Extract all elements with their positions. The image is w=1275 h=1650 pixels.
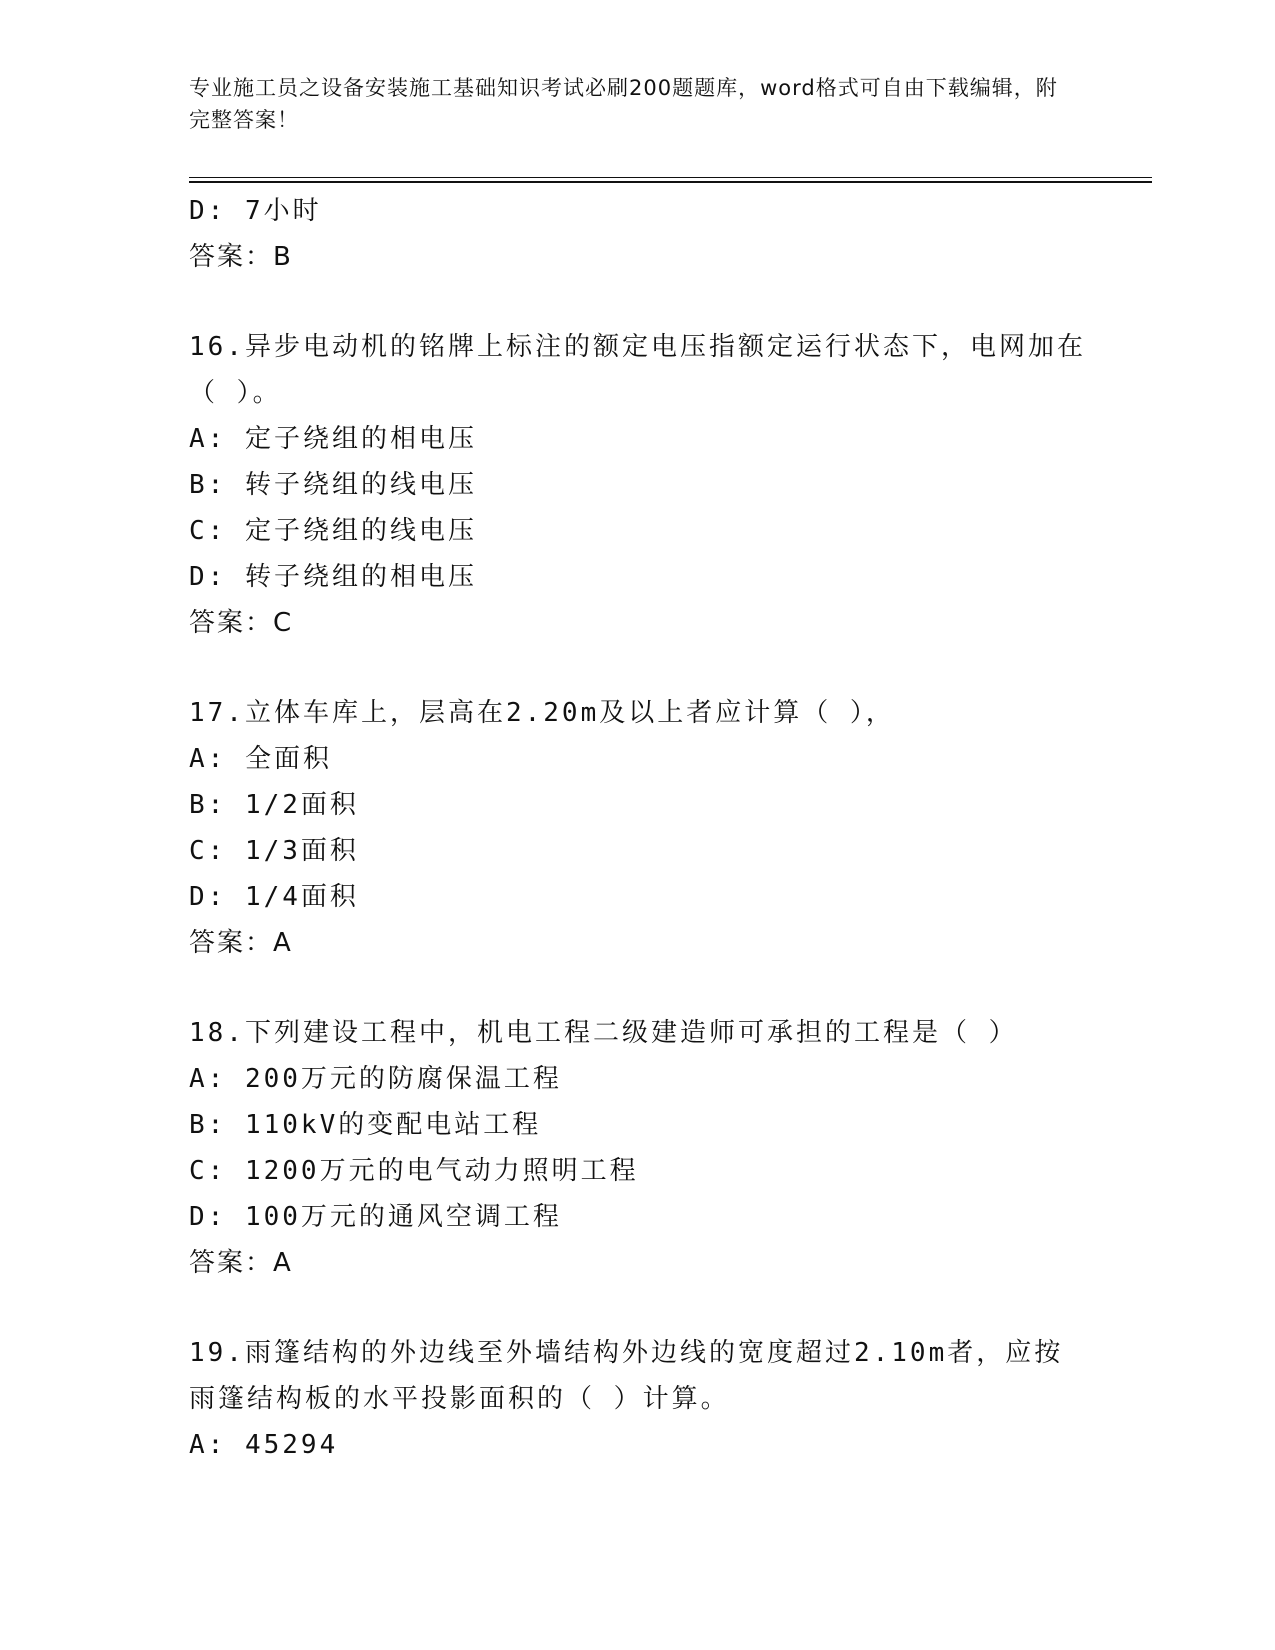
question-text: 19.雨篷结构的外边线至外墙结构外边线的宽度超过2.10m者，应按雨篷结构板的水平投影面积的（ ）计算。 <box>189 1338 1064 1414</box>
question-16 <box>189 324 1089 646</box>
option-d: D: 100万元的通风空调工程 <box>189 1202 562 1232</box>
answer-line: 答案：A <box>189 928 293 958</box>
option-c: C: 1/3面积 <box>189 836 359 866</box>
answer-line: 答案：C <box>189 608 294 638</box>
option-d: D: 1/4面积 <box>189 882 359 912</box>
question-text: 16.异步电动机的铭牌上标注的额定电压指额定运行状态下，电网加在（ ）。 <box>189 332 1086 408</box>
option-a: A: 全面积 <box>189 744 332 774</box>
answer-line: 答案：A <box>189 1248 293 1278</box>
answer-line: 答案：B <box>189 242 293 272</box>
option-d: D: 7小时 <box>189 196 322 226</box>
option-b: B: 110kV的变配电站工程 <box>189 1110 542 1140</box>
option-b: B: 1/2面积 <box>189 790 359 820</box>
option-a: A: 200万元的防腐保温工程 <box>189 1064 562 1094</box>
question-text: 18.下列建设工程中，机电工程二级建造师可承担的工程是（ ） <box>189 1018 1018 1048</box>
option-c: C: 1200万元的电气动力照明工程 <box>189 1156 639 1186</box>
document-header: 专业施工员之设备安装施工基础知识考试必刷200题题库，word格式可自由下载编辑，附完整答案！ <box>189 76 1058 132</box>
question-text: 17.立体车库上，层高在2.20m及以上者应计算（ ）， <box>189 698 895 728</box>
header-divider-thin <box>189 177 1152 178</box>
header-divider-thick <box>189 181 1152 183</box>
option-a: A: 45294 <box>189 1430 339 1460</box>
question-list <box>189 188 1089 1468</box>
option-b: B: 转子绕组的线电压 <box>189 470 477 500</box>
option-d: D: 转子绕组的相电压 <box>189 562 477 592</box>
question-17 <box>189 690 1089 966</box>
option-a: A: 定子绕组的相电压 <box>189 424 477 454</box>
question-19 <box>189 1330 1089 1468</box>
question-18 <box>189 1010 1089 1286</box>
option-c: C: 定子绕组的线电压 <box>189 516 477 546</box>
